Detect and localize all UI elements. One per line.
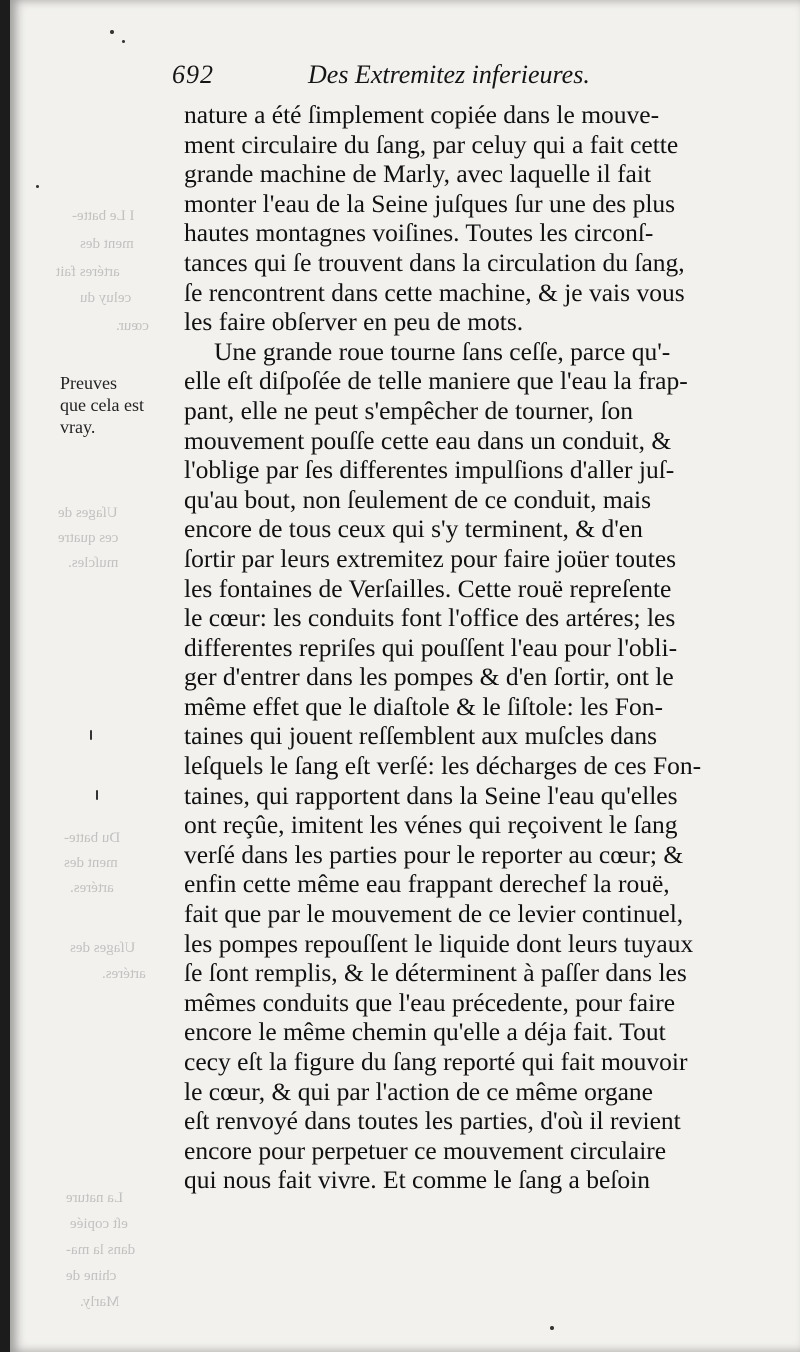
margin-note-line: Preuves xyxy=(60,373,117,393)
text-line: taines qui jouent reſſemblent aux muſcles dans xyxy=(184,721,658,751)
show-through-text: eſt copiée xyxy=(70,1216,128,1232)
text-line: nature a été ſimplement copiée dans le mouve- xyxy=(184,100,660,129)
show-through-text: dans la ma- xyxy=(66,1242,136,1258)
text-line: fait que par le mouvement de ce levier continuel, xyxy=(184,899,684,929)
text-line: qui nous fait vivre. Et comme le ſang a beſoin xyxy=(184,1165,650,1195)
text-line: eſt renvoyé dans toutes les parties, d'où il revient xyxy=(184,1106,681,1136)
margin-note-line: vray. xyxy=(60,417,96,437)
text-line: ſortir par leurs extremitez pour faire joüer toutes xyxy=(184,543,677,573)
show-through-text: artéres. xyxy=(70,880,114,896)
text-line: encore le même chemin qu'elle a déja fait. Tout xyxy=(184,1017,666,1047)
show-through-text: artéres fait xyxy=(56,264,120,280)
text-line: enfin cette même eau frappant derechef la rouë, xyxy=(184,869,670,899)
ink-speck xyxy=(122,40,125,43)
text-line: differentes repriſes qui pouſſent l'eau pour l'obli- xyxy=(184,632,678,662)
text-line: même effet que le diaſtole & le ſiſtole: les Fon- xyxy=(184,691,663,721)
page-header xyxy=(172,60,752,94)
text-line: pant, elle ne peut s'empêcher de tourner, ſon xyxy=(184,395,633,425)
text-line: elle eſt diſpoſée de telle maniere que l'eau la frap- xyxy=(184,366,688,396)
text-line: encore de tous ceux qui s'y terminent, & d'en xyxy=(184,514,643,544)
text-line: qu'au bout, non ſeulement de ce conduit, mais xyxy=(184,484,652,514)
show-through-text: Du batte- xyxy=(64,830,121,846)
text-line: grande machine de Marly, avec laquelle il fait xyxy=(184,159,652,189)
text-line: ſe rencontrent dans cette machine, & je vais vous xyxy=(184,277,685,307)
text-line: l'oblige par ſes differentes impulſions d'aller juſ- xyxy=(184,455,675,485)
text-line: mêmes conduits que l'eau précedente, pour faire xyxy=(184,987,676,1017)
text-line: les faire obſerver en peu de mots. xyxy=(184,307,524,337)
show-through-text: artéres. xyxy=(102,966,146,982)
running-head: Des Extremitez inferieures. xyxy=(308,60,590,89)
show-through-text: I Le batte- xyxy=(72,208,135,224)
text-line: ſe ſont remplis, & le déterminent à paſſer dans les xyxy=(184,958,687,988)
show-through-text: ces quatre xyxy=(58,530,119,546)
margin-note xyxy=(60,372,144,438)
text-line: ont reçûe, imitent les vénes qui reçoivent le ſang xyxy=(184,810,678,840)
text-line: cecy eſt la figure du ſang reporté qui fait mouvoir xyxy=(184,1047,688,1076)
ink-speck xyxy=(36,185,39,188)
show-through-text: chine de xyxy=(66,1268,117,1284)
text-line: encore pour perpetuer ce mouvement circulaire xyxy=(184,1135,667,1165)
show-through-text: muſcles. xyxy=(68,555,119,571)
text-line: ment circulaire du ſang, par celuy qui a fait cette xyxy=(184,129,679,159)
show-through-text: celuy du xyxy=(80,290,132,306)
text-line: Une grande roue tourne ſans ceſſe, parce qu'- xyxy=(214,336,671,366)
text-line: le cœur, & qui par l'action de ce même organe xyxy=(184,1076,653,1106)
show-through-text: Uſages de xyxy=(58,505,118,521)
page-number: 692 xyxy=(172,60,214,89)
show-through-text: La nature xyxy=(66,1190,124,1206)
book-page xyxy=(10,0,800,1352)
text-line: leſquels le ſang eſt verſé: les décharges de ces Fon- xyxy=(184,751,702,781)
show-through-text: ment des xyxy=(64,855,118,871)
body-text xyxy=(184,100,750,1195)
show-through-text: cœur. xyxy=(116,318,149,334)
text-line: taines, qui rapportent dans la Seine l'eau qu'elles xyxy=(184,780,678,810)
text-line: les pompes repouſſent le liquide dont leurs tuyaux xyxy=(184,928,694,958)
show-through-text: Uſages des xyxy=(70,940,136,956)
text-line: tances qui ſe trouvent dans la circulation du ſang, xyxy=(184,247,685,277)
text-line: le cœur: les conduits font l'office des artéres; les xyxy=(184,603,676,633)
margin-note-line: que cela est xyxy=(60,395,144,415)
text-line: monter l'eau de la Seine juſques ſur une des plus xyxy=(184,188,676,218)
show-through-text: ment des xyxy=(80,236,134,252)
ink-speck xyxy=(90,730,92,740)
text-line: hautes montagnes voiſines. Toutes les circonſ- xyxy=(184,218,654,248)
text-line: mouvement pouſſe cette eau dans un conduit, & xyxy=(184,425,672,455)
text-line: les fontaines de Verſailles. Cette rouë repreſente xyxy=(184,573,672,603)
ink-speck xyxy=(110,30,114,34)
show-through-text: Marly. xyxy=(80,1294,120,1310)
text-line: ger d'entrer dans les pompes & d'en ſortir, ont le xyxy=(184,662,674,692)
ink-speck xyxy=(550,1326,554,1330)
text-line: verſé dans les parties pour le reporter au cœur; & xyxy=(184,839,684,869)
ink-speck xyxy=(96,790,98,800)
